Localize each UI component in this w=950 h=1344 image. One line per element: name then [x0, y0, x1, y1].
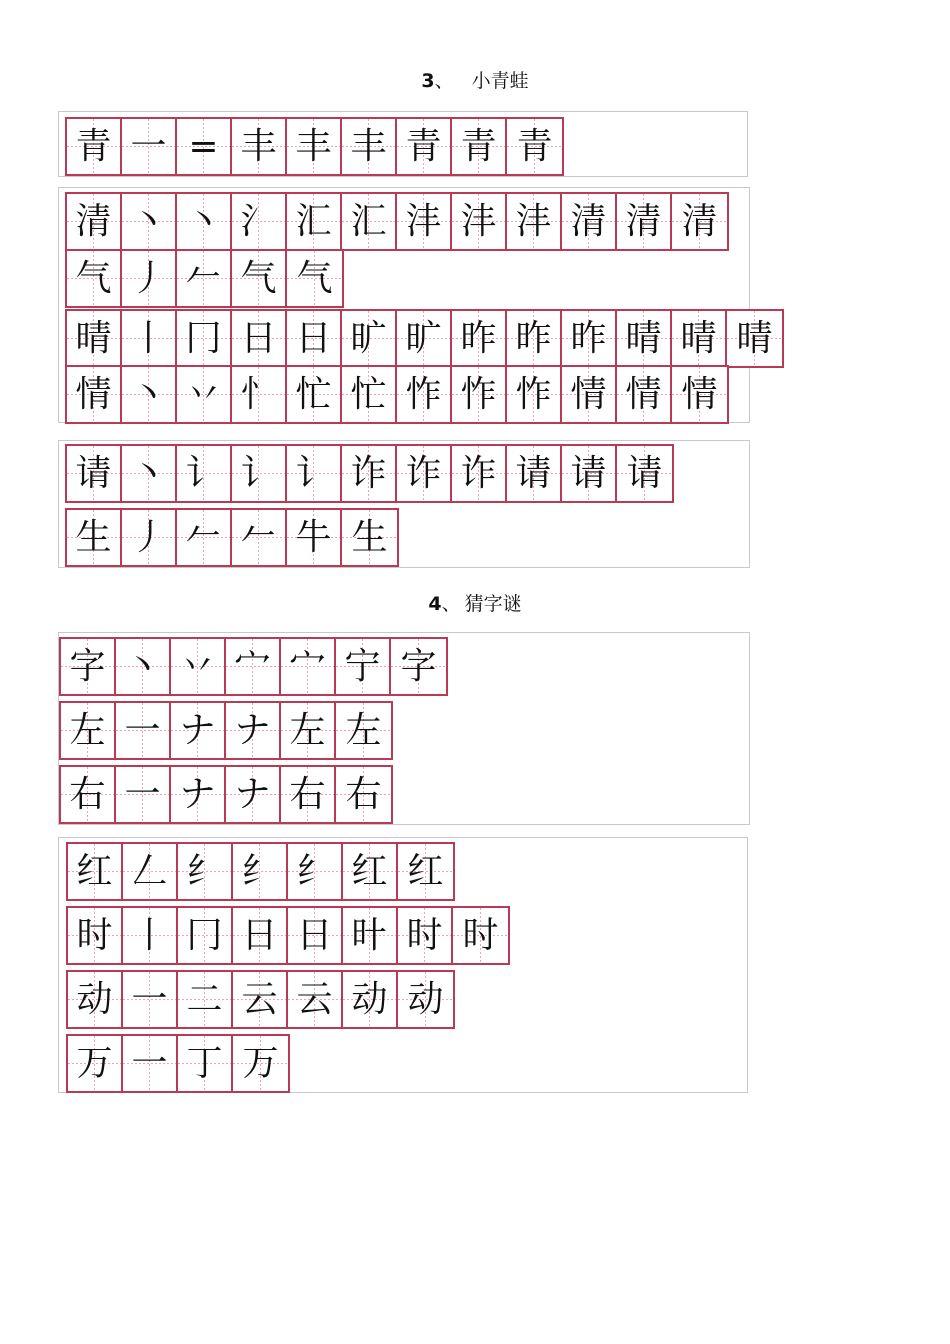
stroke-step-cell: 𠂉: [177, 510, 232, 565]
stroke-step-cell: 青: [452, 119, 507, 174]
stroke-step-cell: 讠: [232, 446, 287, 501]
stroke-step-cell: 怍: [507, 367, 562, 422]
stroke-step-cell: 请: [617, 446, 672, 501]
character-cell: 右: [61, 767, 116, 822]
stroke-step-cell: 动: [398, 972, 453, 1027]
character-cell: 清: [67, 194, 122, 249]
stroke-step-cell: 云: [288, 972, 343, 1027]
stroke-step-cell: 青: [507, 119, 562, 174]
stroke-step-cell: 忙: [342, 367, 397, 422]
stroke-step-cell: 红: [398, 844, 453, 899]
stroke-row-you: [59, 765, 393, 824]
stroke-step-cell: 冂: [177, 311, 232, 366]
stroke-step-cell: ナ: [226, 767, 281, 822]
stroke-step-cell: 讠: [177, 446, 232, 501]
stroke-step-cell: 讠: [287, 446, 342, 501]
stroke-step-cell: ナ: [171, 767, 226, 822]
stroke-step-cell: 一: [123, 972, 178, 1027]
panel-qing-please: [58, 440, 750, 568]
stroke-step-cell: 丶: [122, 367, 177, 422]
stroke-step-cell: 丰: [342, 119, 397, 174]
stroke-step-cell: 沣: [507, 194, 562, 249]
stroke-step-cell: 诈: [452, 446, 507, 501]
stroke-step-cell: 丨: [123, 908, 178, 963]
character-cell: 时: [68, 908, 123, 963]
section-3-heading: [0, 66, 950, 93]
stroke-step-cell: 晴: [672, 311, 727, 366]
stroke-step-cell: 清: [617, 194, 672, 249]
stroke-step-cell: 清: [672, 194, 727, 249]
stroke-row-qing-clear: [65, 192, 729, 251]
stroke-row-zuo: [59, 701, 393, 760]
stroke-step-cell: 晴: [617, 311, 672, 366]
stroke-step-cell: 诈: [397, 446, 452, 501]
stroke-step-cell: ナ: [226, 703, 281, 758]
character-cell: 青: [67, 119, 122, 174]
stroke-step-cell: 清: [562, 194, 617, 249]
stroke-step-cell: 丨: [122, 311, 177, 366]
stroke-step-cell: 𠂉: [177, 251, 232, 306]
character-cell: 情: [67, 367, 122, 422]
stroke-step-cell: 旪: [343, 908, 398, 963]
stroke-step-cell: 丶: [116, 639, 171, 694]
stroke-step-cell: 沣: [397, 194, 452, 249]
stroke-step-cell: 丁: [178, 1036, 233, 1091]
stroke-step-cell: 左: [336, 703, 391, 758]
stroke-step-cell: 𠃋: [123, 844, 178, 899]
stroke-step-cell: 左: [281, 703, 336, 758]
stroke-step-cell: 氵: [232, 194, 287, 249]
stroke-step-cell: 昨: [562, 311, 617, 366]
stroke-step-cell: 一: [116, 767, 171, 822]
stroke-step-cell: 旷: [397, 311, 452, 366]
stroke-row-hong: [66, 842, 455, 901]
character-cell: 动: [68, 972, 123, 1027]
stroke-step-cell: 气: [287, 251, 342, 306]
stroke-row-qi: [65, 249, 344, 308]
stroke-step-cell: 丿: [122, 251, 177, 306]
character-cell: 万: [68, 1036, 123, 1091]
stroke-step-cell: =: [177, 119, 232, 174]
section-3-title: 小青蛙: [471, 70, 529, 92]
stroke-step-cell: 情: [672, 367, 727, 422]
stroke-step-cell: 一: [122, 119, 177, 174]
stroke-step-cell: 汇: [287, 194, 342, 249]
character-cell: 红: [68, 844, 123, 899]
stroke-step-cell: 气: [232, 251, 287, 306]
stroke-step-cell: 丷: [171, 639, 226, 694]
stroke-step-cell: 情: [562, 367, 617, 422]
stroke-step-cell: 沣: [452, 194, 507, 249]
stroke-step-cell: 红: [343, 844, 398, 899]
stroke-step-cell: 晴: [727, 311, 782, 366]
character-cell: 生: [67, 510, 122, 565]
stroke-step-cell: 二: [178, 972, 233, 1027]
stroke-row-qing-please: [65, 444, 674, 503]
stroke-step-cell: 丰: [287, 119, 342, 174]
stroke-step-cell: 昨: [507, 311, 562, 366]
stroke-row-qing-sunny: [65, 309, 784, 368]
stroke-step-cell: 右: [336, 767, 391, 822]
panel-hong-group: [58, 837, 748, 1093]
stroke-step-cell: 情: [617, 367, 672, 422]
stroke-step-cell: 怍: [452, 367, 507, 422]
stroke-step-cell: 右: [281, 767, 336, 822]
stroke-step-cell: 请: [562, 446, 617, 501]
stroke-step-cell: 诈: [342, 446, 397, 501]
stroke-step-cell: 丶: [177, 194, 232, 249]
stroke-step-cell: 丷: [177, 367, 232, 422]
panel-qing-group: [58, 187, 773, 423]
character-cell: 气: [67, 251, 122, 306]
stroke-row-zi: [59, 637, 448, 696]
stroke-step-cell: 牛: [287, 510, 342, 565]
stroke-step-cell: 日: [288, 908, 343, 963]
stroke-step-cell: 𠂉: [232, 510, 287, 565]
section-4-title: 猜字谜: [464, 593, 522, 615]
stroke-step-cell: 生: [342, 510, 397, 565]
stroke-step-cell: 时: [453, 908, 508, 963]
character-cell: 请: [67, 446, 122, 501]
panel-zi-group: [58, 632, 750, 825]
stroke-step-cell: 青: [397, 119, 452, 174]
stroke-step-cell: 忄: [232, 367, 287, 422]
stroke-step-cell: 丿: [122, 510, 177, 565]
panel-qing-green: [58, 111, 748, 177]
section-4-number: 4: [428, 593, 442, 615]
stroke-step-cell: 字: [391, 639, 446, 694]
stroke-step-cell: 怍: [397, 367, 452, 422]
stroke-row-sheng: [65, 508, 399, 567]
stroke-step-cell: 一: [123, 1036, 178, 1091]
stroke-step-cell: 纟: [178, 844, 233, 899]
stroke-row-qing-green: [65, 117, 564, 176]
stroke-row-shi: [66, 906, 510, 965]
section-4-separator: 、: [441, 593, 461, 615]
stroke-step-cell: 丶: [122, 446, 177, 501]
stroke-step-cell: 纟: [288, 844, 343, 899]
stroke-row-qing-feeling: [65, 365, 729, 424]
stroke-step-cell: 宀: [281, 639, 336, 694]
stroke-step-cell: ナ: [171, 703, 226, 758]
stroke-step-cell: 忙: [287, 367, 342, 422]
stroke-step-cell: 请: [507, 446, 562, 501]
stroke-row-dong: [66, 970, 455, 1029]
stroke-row-wan: [66, 1034, 290, 1093]
section-4-heading: [0, 589, 950, 616]
stroke-step-cell: 时: [398, 908, 453, 963]
character-cell: 字: [61, 639, 116, 694]
stroke-step-cell: 汇: [342, 194, 397, 249]
stroke-step-cell: 丰: [232, 119, 287, 174]
stroke-step-cell: 昨: [452, 311, 507, 366]
stroke-step-cell: 宀: [226, 639, 281, 694]
stroke-step-cell: 丶: [122, 194, 177, 249]
stroke-step-cell: 万: [233, 1036, 288, 1091]
stroke-step-cell: 云: [233, 972, 288, 1027]
stroke-step-cell: 日: [232, 311, 287, 366]
stroke-step-cell: 纟: [233, 844, 288, 899]
stroke-step-cell: 旷: [342, 311, 397, 366]
stroke-step-cell: 日: [287, 311, 342, 366]
section-3-number: 3: [421, 70, 435, 92]
stroke-step-cell: 一: [116, 703, 171, 758]
stroke-step-cell: 日: [233, 908, 288, 963]
character-cell: 左: [61, 703, 116, 758]
stroke-step-cell: 动: [343, 972, 398, 1027]
stroke-step-cell: 宁: [336, 639, 391, 694]
section-3-separator: 、: [434, 70, 454, 92]
character-cell: 晴: [67, 311, 122, 366]
stroke-step-cell: 冂: [178, 908, 233, 963]
